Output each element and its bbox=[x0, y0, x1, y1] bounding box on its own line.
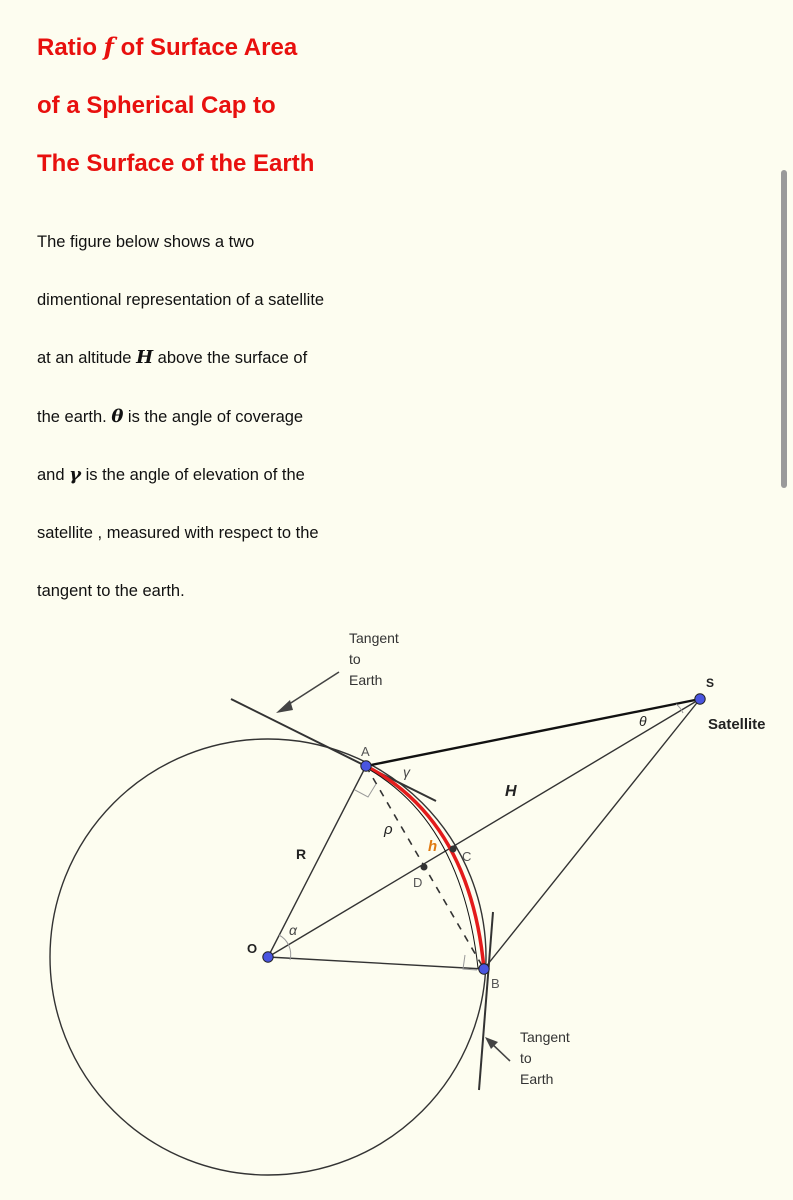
point-O bbox=[263, 952, 273, 962]
label-S: S bbox=[706, 676, 715, 690]
point-B bbox=[479, 964, 489, 974]
arrow-top-head bbox=[276, 700, 293, 713]
para-line: The figure below shows a two bbox=[37, 233, 255, 251]
tangent-bottom-label-2: to bbox=[520, 1050, 532, 1066]
var-theta: θ bbox=[111, 405, 124, 427]
para-text: is the angle of elevation of the bbox=[81, 465, 305, 484]
tangent-bottom-label-1: Tangent bbox=[520, 1029, 570, 1045]
line-AS bbox=[366, 699, 700, 766]
label-h: h bbox=[428, 838, 438, 855]
para-text: and bbox=[37, 465, 70, 484]
para-line: satellite , measured with respect to the bbox=[37, 524, 319, 543]
tangent-line-top bbox=[231, 699, 436, 801]
line-SB bbox=[484, 699, 700, 969]
right-angle-A bbox=[355, 784, 376, 797]
var-gamma: γ bbox=[69, 463, 82, 485]
title-var-f: f bbox=[103, 32, 114, 61]
label-rho: ρ bbox=[384, 821, 393, 838]
arrow-top-shaft bbox=[283, 672, 339, 708]
tangent-top-label-3: Earth bbox=[349, 672, 383, 688]
para-line: tangent to the earth. bbox=[37, 582, 185, 601]
title-text: of Surface Area bbox=[114, 34, 298, 61]
title-line-1 bbox=[37, 18, 314, 77]
label-B: B bbox=[491, 976, 500, 991]
label-satellite: Satellite bbox=[708, 716, 766, 733]
label-A: A bbox=[361, 744, 370, 759]
label-O: O bbox=[247, 941, 258, 956]
line-OS bbox=[268, 699, 700, 957]
title-line-3: The Surface of the Earth bbox=[37, 150, 315, 177]
line-OB bbox=[268, 957, 484, 969]
title-text: Ratio bbox=[37, 34, 104, 61]
label-alpha: α bbox=[289, 922, 297, 938]
tangent-top-label-1: Tangent bbox=[349, 630, 399, 646]
label-gamma: γ bbox=[403, 764, 410, 780]
description-paragraph bbox=[37, 213, 377, 620]
para-text: at an altitude bbox=[37, 349, 137, 368]
label-theta: θ bbox=[639, 713, 647, 729]
para-line: dimentional representation of a satellite bbox=[37, 291, 325, 310]
label-R: R bbox=[296, 846, 307, 862]
scrollbar-thumb[interactable] bbox=[781, 170, 787, 488]
para-line bbox=[37, 388, 377, 446]
tangent-top-label-2: to bbox=[349, 651, 361, 667]
point-D bbox=[421, 864, 428, 871]
point-C bbox=[450, 846, 457, 853]
label-C: C bbox=[462, 849, 472, 864]
title-line-2: of a Spherical Cap to bbox=[37, 92, 276, 119]
satellite-geometry-figure bbox=[0, 620, 793, 1200]
para-line bbox=[37, 329, 377, 387]
point-S bbox=[695, 694, 705, 704]
para-text: the earth. bbox=[37, 407, 112, 426]
var-H: H bbox=[136, 347, 154, 369]
para-line bbox=[37, 446, 377, 504]
page-title bbox=[37, 18, 314, 193]
label-D: D bbox=[413, 875, 423, 890]
label-H: H bbox=[505, 783, 517, 800]
tangent-bottom-label-3: Earth bbox=[520, 1071, 554, 1087]
point-A bbox=[361, 761, 371, 771]
para-text: above the surface of bbox=[153, 349, 308, 368]
para-text: is the angle of coverage bbox=[123, 407, 304, 426]
